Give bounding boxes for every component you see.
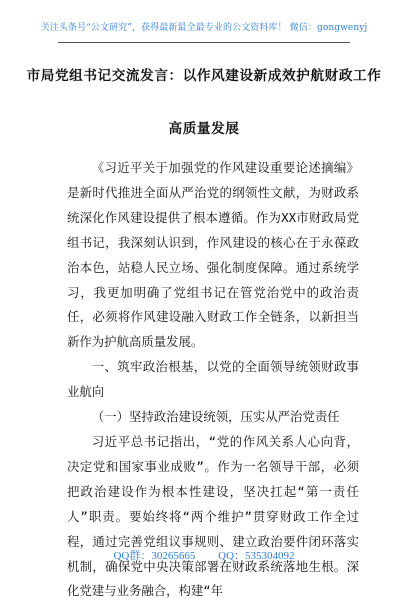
header-divider	[58, 42, 350, 43]
body-paragraph: 习近平总书记指出，“党的作风关系人心向背，决定党和国家事业成败”。作为一名领导干部，必须把政治建设作为根本性建设，坚决扛起“第一责任人”职责。要始终将“两个维护”贯穿财政工作全过程，通过完善党组议事规则、建立政治要件闭环落实机制，确保党中央决策部署在财政系统落地生根。深化党建与业务融合，构建“年	[67, 433, 359, 599]
section-heading: 一、筑牢政治根基，以党的全面领导统领财政事业航向	[67, 359, 359, 400]
document-title-continued: 高质量发展	[168, 121, 240, 137]
document-title: 市局党组书记交流发言：以作风建设新成效护航财政工作	[26, 68, 382, 84]
document-body	[67, 156, 359, 604]
qq-group-number: QQ群：30265665	[113, 550, 196, 562]
header-banner: 关注头条号“公文研究”，获得最新最全最专业的公文资料库！ 微信：gongwenyj	[40, 23, 368, 33]
intro-paragraph: 《习近平关于加强党的作风建设重要论述摘编》是新时代推进全面从严治党的纲领性文献，为财政系统深化作风建设提供了根本遵循。作为XX市财政局党组书记，我深刻认识到，作风建设的核心在于永葆政治本色，站稳人民立场、强化制度保障。通过系统学习，我更加明确了党组书记在管党治党中的政治责任，必须将作风建设融入财政工作全链条，以新担当新作为护航高质量发展。	[67, 160, 359, 350]
footer-contact	[0, 547, 408, 563]
sub-heading: （一）坚持政治建设统领，压实从严治党责任	[91, 409, 340, 425]
qq-number: QQ：535304092	[218, 550, 295, 562]
